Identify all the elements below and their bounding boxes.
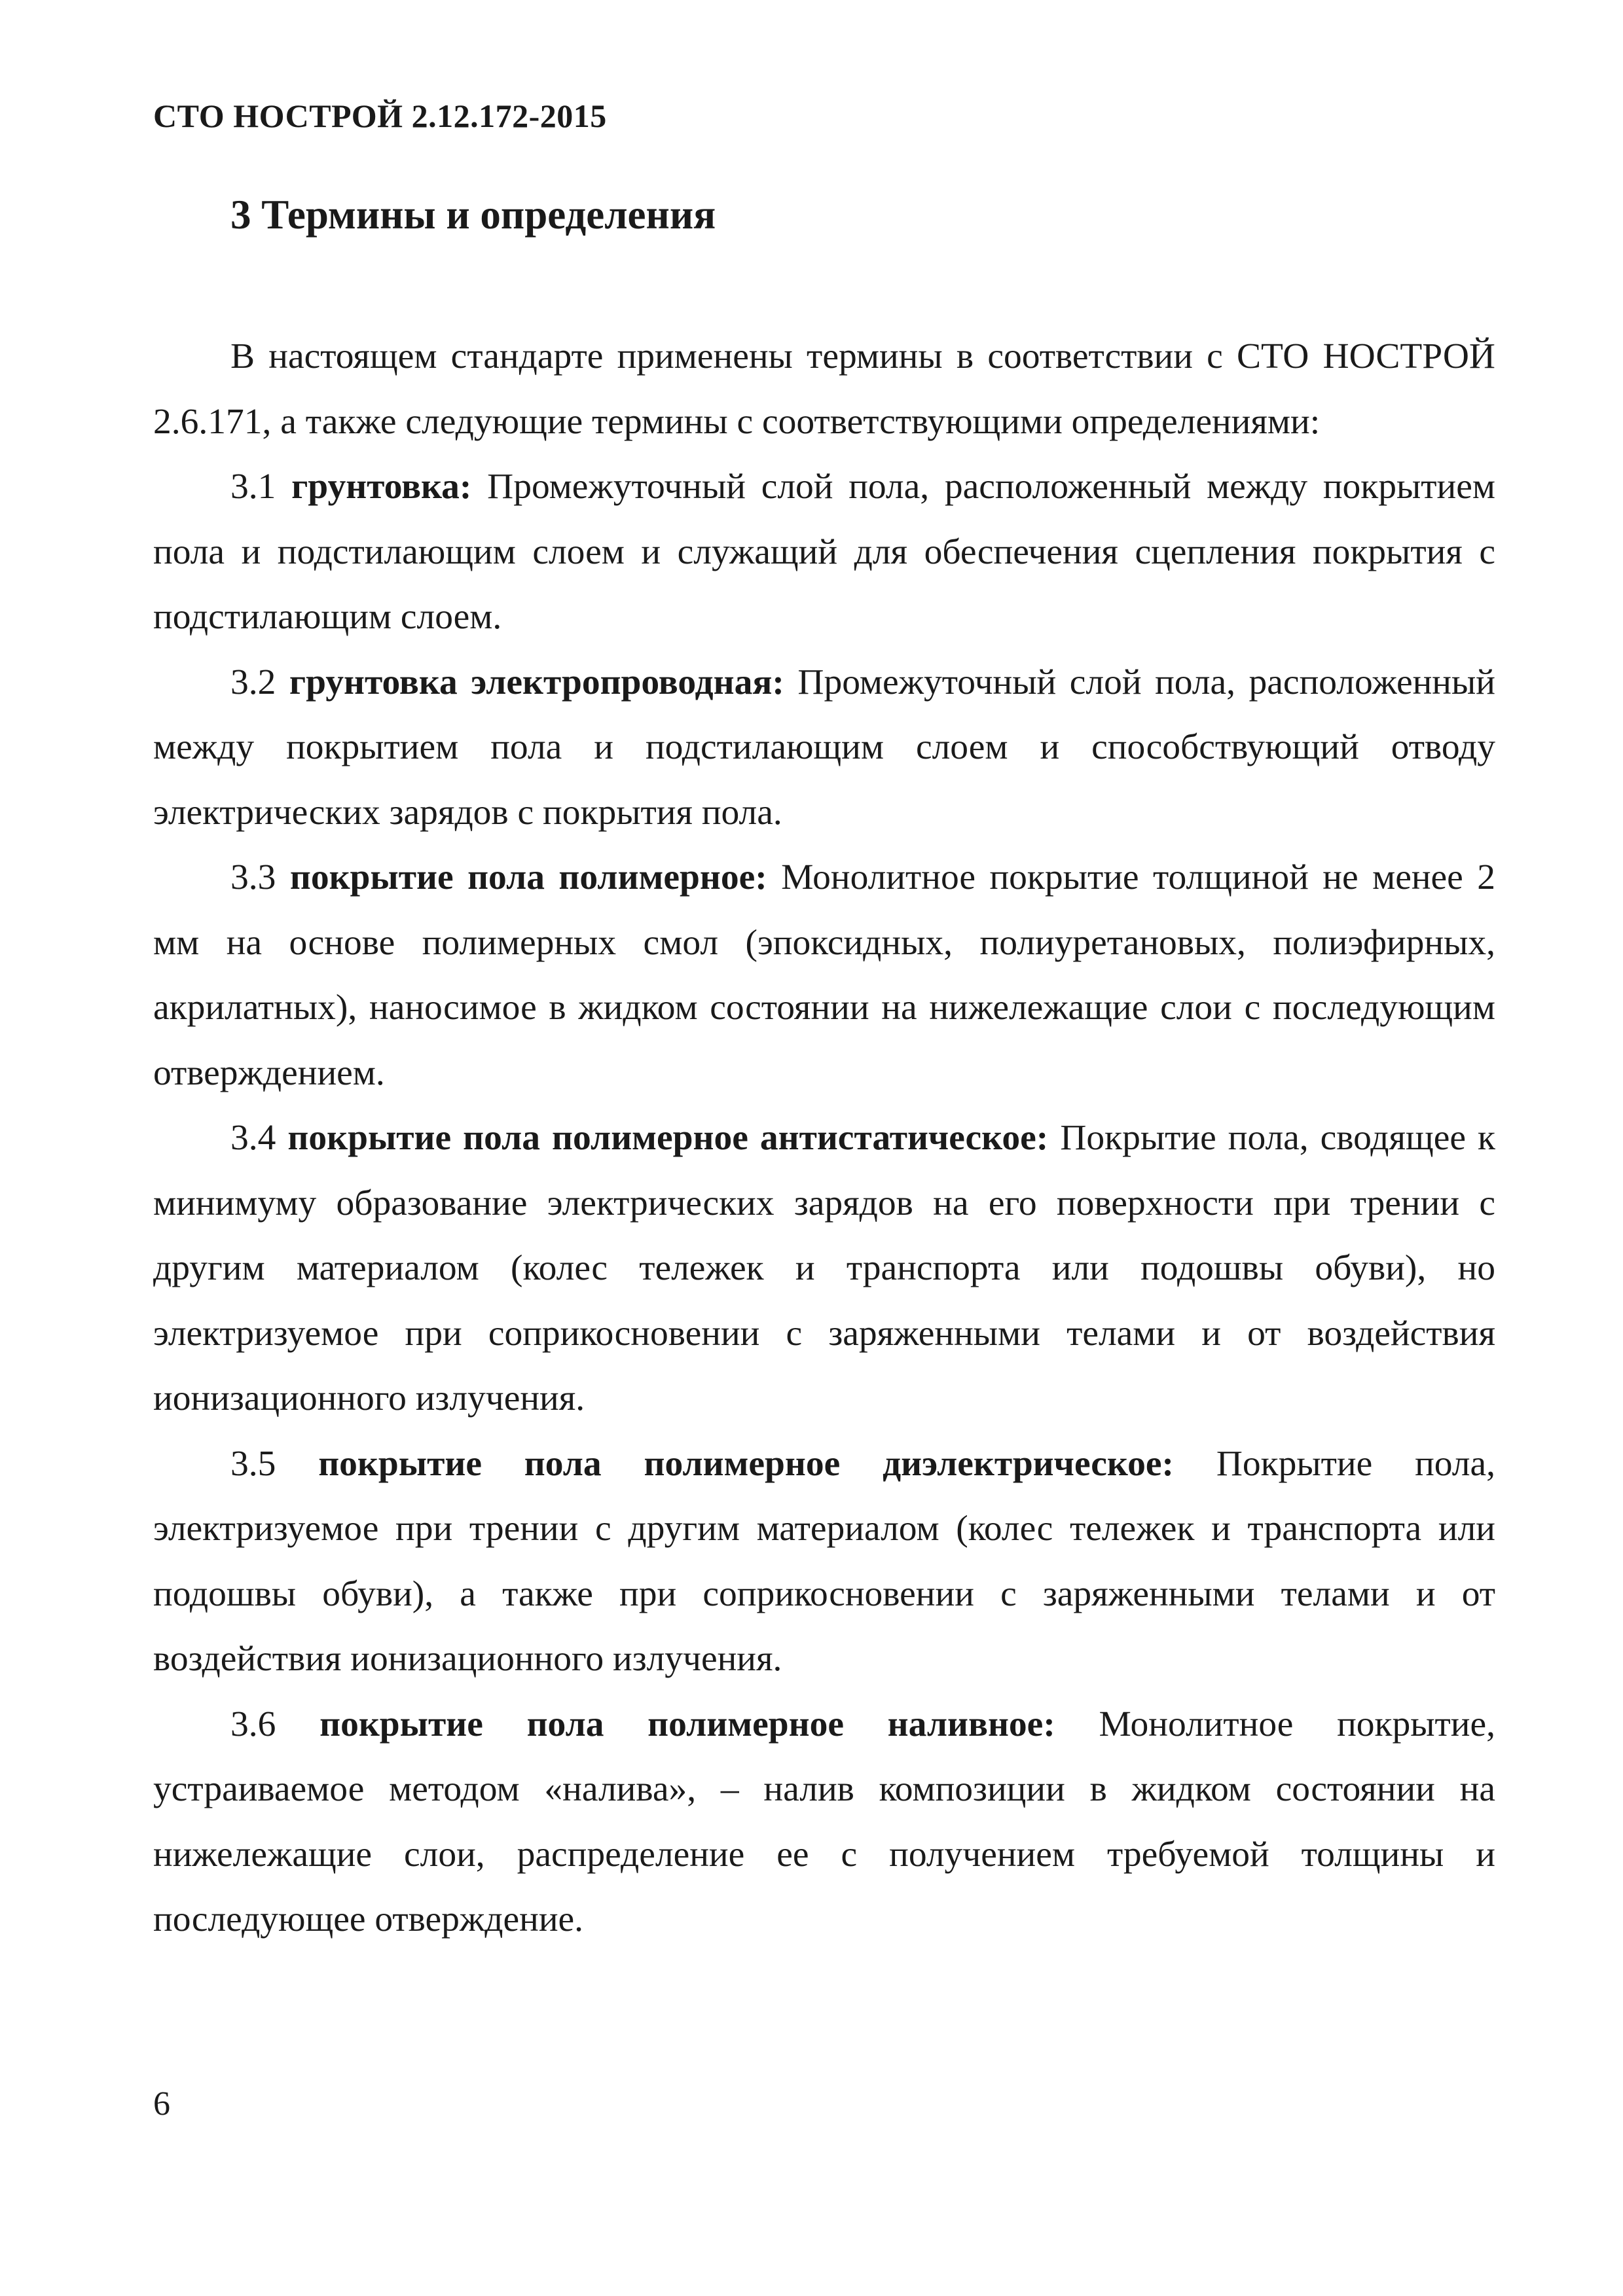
term-definition: Промежуточный слой пола, расположенный между покрытием пола и подстилающим слоем и служащий для обеспечения сцепления покрытия с подстилающим слоем. (153, 467, 1496, 637)
term-definition: Монолитное покрытие толщиной не менее 2 мм на основе полимерных смол (эпоксидных, полиуретановых, полиэфирных, акрилатных), наносимое в жидком состоянии на нижележащие слои с последующим отверждением. (153, 857, 1496, 1093)
term-paragraph-3-5 (153, 1431, 1495, 1692)
term-definition: Монолитное покрытие, устраиваемое методом «налива», – налив композиции в жидком состоянии на нижележащие слои, распределение ее с получением требуемой толщины и последующее отверждение. (153, 1704, 1496, 1939)
term-number: 3.4 (230, 1118, 276, 1158)
term-name: грунтовка: (291, 467, 472, 507)
term-number: 3.5 (230, 1443, 276, 1484)
term-name: покрытие пола полимерное диэлектрическое: (318, 1443, 1175, 1484)
term-number: 3.2 (230, 662, 276, 702)
term-name: покрытие пола полимерное наливное: (319, 1704, 1055, 1744)
term-paragraph-3-6 (153, 1692, 1495, 1952)
term-paragraph-3-2 (153, 650, 1495, 846)
term-paragraph-3-1 (153, 454, 1495, 650)
term-paragraph-3-3 (153, 845, 1495, 1105)
term-definition: Покрытие пола, сводящее к минимуму образование электрических зарядов на его поверхности при трении с другим материалом (колес тележек и транспорта или подошвы обуви), но электризуемое при соприкосновении с заряженными телами и от воздействия ионизационного излучения. (153, 1118, 1496, 1418)
term-number: 3.3 (230, 857, 276, 897)
section-title: 3 Термины и определения (230, 192, 716, 238)
term-name: покрытие пола полимерное антистатическое: (287, 1118, 1049, 1158)
term-definition: Покрытие пола, электризуемое при трении с другим материалом (колес тележек и транспорта или подошвы обуви), а также при соприкосновении с заряженными телами и от воздействия ионизационного излучения. (153, 1443, 1496, 1679)
page-number: 6 (153, 2085, 170, 2123)
document-code: СТО НОСТРОЙ 2.12.172-2015 (153, 98, 607, 134)
term-number: 3.1 (230, 467, 276, 507)
term-name: грунтовка электропроводная: (289, 662, 784, 702)
term-number: 3.6 (230, 1704, 276, 1744)
term-definition: Промежуточный слой пола, расположенный между покрытием пола и подстилающим слоем и способствующий отводу электрических зарядов с покрытия пола. (153, 662, 1495, 833)
term-name: покрытие пола полимерное: (289, 857, 767, 897)
section-body (153, 324, 1495, 1952)
term-paragraph-3-4 (153, 1105, 1495, 1431)
intro-paragraph: В настоящем стандарте применены термины в соответствии с СТО НОСТРОЙ 2.6.171, а также следующие термины с соответствующими определениями: (153, 336, 1495, 442)
